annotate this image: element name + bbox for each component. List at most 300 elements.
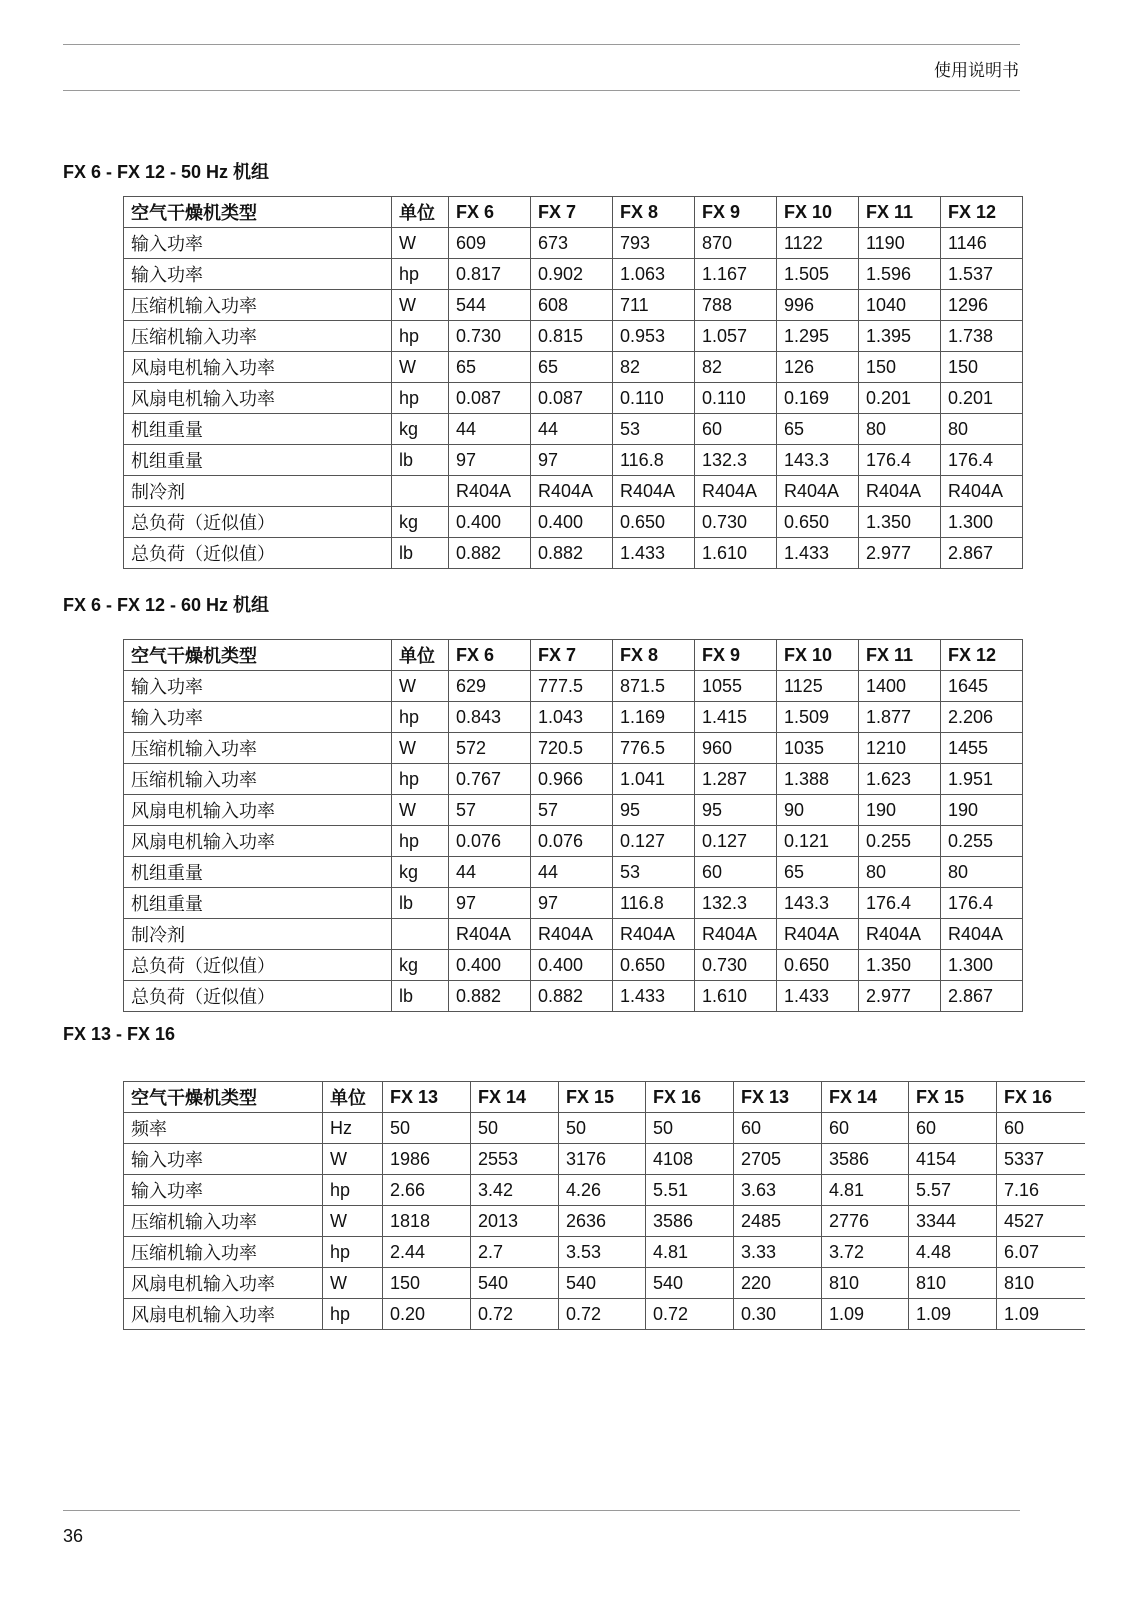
table-row	[124, 1144, 1085, 1175]
value-cell: 3344	[909, 1206, 997, 1237]
value-cell: 80	[941, 414, 1023, 445]
unit-cell: hp	[323, 1299, 383, 1330]
value-cell: 4527	[997, 1206, 1085, 1237]
value-cell: 1.300	[941, 507, 1023, 538]
value-cell: 4154	[909, 1144, 997, 1175]
value-cell: 60	[695, 857, 777, 888]
value-cell: 1.043	[531, 702, 613, 733]
value-cell: 57	[449, 795, 531, 826]
unit-cell: W	[392, 228, 449, 259]
value-cell: 2.66	[383, 1175, 471, 1206]
value-cell: 540	[471, 1268, 559, 1299]
column-header: FX 7	[531, 197, 613, 228]
spec-table-60hz	[123, 639, 1023, 1012]
table-row	[124, 414, 1023, 445]
value-cell: 1040	[859, 290, 941, 321]
unit-cell: hp	[392, 826, 449, 857]
column-header: FX 14	[471, 1082, 559, 1113]
value-cell: 1.169	[613, 702, 695, 733]
table-row	[124, 352, 1023, 383]
value-cell: 996	[777, 290, 859, 321]
value-cell: 0.72	[471, 1299, 559, 1330]
value-cell: 0.127	[613, 826, 695, 857]
value-cell: 0.076	[449, 826, 531, 857]
row-label: 风扇电机输入功率	[124, 352, 392, 383]
value-cell: 97	[449, 888, 531, 919]
row-label: 机组重量	[124, 414, 392, 445]
value-cell: 0.966	[531, 764, 613, 795]
value-cell: 95	[695, 795, 777, 826]
value-cell: 0.882	[449, 538, 531, 569]
row-label: 总负荷（近似值）	[124, 950, 392, 981]
value-cell: 65	[449, 352, 531, 383]
value-cell: R404A	[777, 919, 859, 950]
spec-table-fx13-fx16	[123, 1081, 1085, 1330]
value-cell: 50	[559, 1113, 646, 1144]
unit-cell: W	[392, 795, 449, 826]
value-cell: R404A	[941, 919, 1023, 950]
value-cell: 95	[613, 795, 695, 826]
value-cell: 960	[695, 733, 777, 764]
value-cell: 57	[531, 795, 613, 826]
value-cell: 1.287	[695, 764, 777, 795]
value-cell: 1.350	[859, 950, 941, 981]
value-cell: 1296	[941, 290, 1023, 321]
value-cell: 0.817	[449, 259, 531, 290]
value-cell: 4108	[646, 1144, 734, 1175]
value-cell: 97	[449, 445, 531, 476]
column-header: FX 8	[613, 197, 695, 228]
table-row	[124, 919, 1023, 950]
value-cell: 1.433	[613, 538, 695, 569]
row-label: 输入功率	[124, 1144, 323, 1175]
value-cell: 150	[859, 352, 941, 383]
row-label: 风扇电机输入功率	[124, 1268, 323, 1299]
unit-cell: hp	[392, 259, 449, 290]
value-cell: 0.110	[695, 383, 777, 414]
value-cell: 0.730	[695, 507, 777, 538]
value-cell: 4.81	[822, 1175, 909, 1206]
value-cell: 0.076	[531, 826, 613, 857]
value-cell: 810	[909, 1268, 997, 1299]
value-cell: 608	[531, 290, 613, 321]
table-row	[124, 383, 1023, 414]
table-header-row	[124, 1082, 1085, 1113]
column-header: FX 6	[449, 197, 531, 228]
value-cell: 3.33	[734, 1237, 822, 1268]
unit-cell: hp	[392, 702, 449, 733]
header-rule-bottom	[63, 90, 1020, 91]
value-cell: 176.4	[859, 445, 941, 476]
value-cell: 65	[777, 414, 859, 445]
row-label: 输入功率	[124, 671, 392, 702]
column-header: FX 13	[734, 1082, 822, 1113]
value-cell: 0.255	[859, 826, 941, 857]
table-row	[124, 538, 1023, 569]
value-cell: R404A	[695, 919, 777, 950]
value-cell: 1.388	[777, 764, 859, 795]
value-cell: 44	[531, 857, 613, 888]
value-cell: 132.3	[695, 445, 777, 476]
value-cell: 4.48	[909, 1237, 997, 1268]
value-cell: 793	[613, 228, 695, 259]
value-cell: 80	[859, 414, 941, 445]
value-cell: 2.867	[941, 981, 1023, 1012]
value-cell: 788	[695, 290, 777, 321]
value-cell: 1.300	[941, 950, 1023, 981]
value-cell: 97	[531, 888, 613, 919]
value-cell: 1.295	[777, 321, 859, 352]
value-cell: 3176	[559, 1144, 646, 1175]
row-label: 机组重量	[124, 445, 392, 476]
row-label: 风扇电机输入功率	[124, 383, 392, 414]
unit-cell	[392, 919, 449, 950]
value-cell: 60	[909, 1113, 997, 1144]
column-header: FX 10	[777, 197, 859, 228]
value-cell: 1.433	[777, 538, 859, 569]
table-row	[124, 950, 1023, 981]
value-cell: R404A	[695, 476, 777, 507]
value-cell: 1.395	[859, 321, 941, 352]
section-title-50hz: FX 6 - FX 12 - 50 Hz 机组	[63, 162, 270, 182]
row-label: 压缩机输入功率	[124, 290, 392, 321]
table-row	[124, 476, 1023, 507]
table-row	[124, 1237, 1085, 1268]
value-cell: 44	[449, 414, 531, 445]
value-cell: 0.650	[613, 950, 695, 981]
value-cell: 0.087	[531, 383, 613, 414]
value-cell: 44	[449, 857, 531, 888]
value-cell: R404A	[449, 476, 531, 507]
value-cell: 7.16	[997, 1175, 1085, 1206]
column-header: 单位	[323, 1082, 383, 1113]
value-cell: 132.3	[695, 888, 777, 919]
value-cell: 0.400	[449, 507, 531, 538]
value-cell: 6.07	[997, 1237, 1085, 1268]
row-label: 压缩机输入功率	[124, 733, 392, 764]
value-cell: 4.26	[559, 1175, 646, 1206]
unit-cell: kg	[392, 950, 449, 981]
column-header: FX 9	[695, 640, 777, 671]
value-cell: 5.57	[909, 1175, 997, 1206]
column-header: FX 16	[997, 1082, 1085, 1113]
value-cell: 871.5	[613, 671, 695, 702]
value-cell: 2705	[734, 1144, 822, 1175]
value-cell: 3.72	[822, 1237, 909, 1268]
table-row	[124, 981, 1023, 1012]
unit-cell: W	[392, 733, 449, 764]
value-cell: 1645	[941, 671, 1023, 702]
column-header: FX 9	[695, 197, 777, 228]
value-cell: 90	[777, 795, 859, 826]
value-cell: 540	[646, 1268, 734, 1299]
value-cell: 44	[531, 414, 613, 445]
value-cell: 3.53	[559, 1237, 646, 1268]
row-label: 输入功率	[124, 702, 392, 733]
footer-rule	[63, 1510, 1020, 1511]
table-row	[124, 1299, 1085, 1330]
unit-cell: W	[323, 1268, 383, 1299]
value-cell: 1.415	[695, 702, 777, 733]
table-row	[124, 290, 1023, 321]
value-cell: 673	[531, 228, 613, 259]
column-header: FX 15	[909, 1082, 997, 1113]
row-label: 总负荷（近似值）	[124, 507, 392, 538]
table-row	[124, 671, 1023, 702]
header-rule-top	[63, 44, 1020, 45]
value-cell: 1.505	[777, 259, 859, 290]
unit-cell: lb	[392, 445, 449, 476]
value-cell: 1210	[859, 733, 941, 764]
unit-cell: W	[392, 352, 449, 383]
value-cell: 53	[613, 414, 695, 445]
value-cell: 150	[941, 352, 1023, 383]
value-cell: 2.206	[941, 702, 1023, 733]
section-title-60hz: FX 6 - FX 12 - 60 Hz 机组	[63, 595, 270, 615]
section-title-fx13-fx16: FX 13 - FX 16	[63, 1024, 176, 1044]
value-cell: 1035	[777, 733, 859, 764]
value-cell: 1146	[941, 228, 1023, 259]
value-cell: 0.650	[777, 507, 859, 538]
value-cell: 2.977	[859, 981, 941, 1012]
value-cell: R404A	[859, 476, 941, 507]
row-label: 输入功率	[124, 259, 392, 290]
row-label: 压缩机输入功率	[124, 764, 392, 795]
table-header-row	[124, 640, 1023, 671]
value-cell: 1400	[859, 671, 941, 702]
value-cell: 1.433	[613, 981, 695, 1012]
value-cell: 2013	[471, 1206, 559, 1237]
value-cell: 777.5	[531, 671, 613, 702]
row-label: 总负荷（近似值）	[124, 538, 392, 569]
value-cell: 1.063	[613, 259, 695, 290]
value-cell: 176.4	[941, 445, 1023, 476]
row-label: 输入功率	[124, 228, 392, 259]
value-cell: 0.882	[531, 981, 613, 1012]
value-cell: 0.843	[449, 702, 531, 733]
value-cell: R404A	[613, 476, 695, 507]
value-cell: 776.5	[613, 733, 695, 764]
value-cell: 2.977	[859, 538, 941, 569]
value-cell: 1.610	[695, 538, 777, 569]
value-cell: 0.127	[695, 826, 777, 857]
value-cell: 0.20	[383, 1299, 471, 1330]
value-cell: 1.610	[695, 981, 777, 1012]
value-cell: 3586	[646, 1206, 734, 1237]
value-cell: 176.4	[941, 888, 1023, 919]
value-cell: 60	[734, 1113, 822, 1144]
value-cell: 1.350	[859, 507, 941, 538]
column-header: FX 7	[531, 640, 613, 671]
unit-cell: hp	[323, 1175, 383, 1206]
table-row	[124, 733, 1023, 764]
table-row	[124, 1175, 1085, 1206]
value-cell: 97	[531, 445, 613, 476]
value-cell: 0.201	[859, 383, 941, 414]
table-row	[124, 259, 1023, 290]
value-cell: 1.167	[695, 259, 777, 290]
value-cell: 572	[449, 733, 531, 764]
value-cell: 0.650	[777, 950, 859, 981]
value-cell: 190	[941, 795, 1023, 826]
unit-cell: W	[323, 1144, 383, 1175]
unit-cell: lb	[392, 981, 449, 1012]
value-cell: 711	[613, 290, 695, 321]
value-cell: 5337	[997, 1144, 1085, 1175]
column-header: FX 12	[941, 197, 1023, 228]
value-cell: 1125	[777, 671, 859, 702]
value-cell: 0.72	[559, 1299, 646, 1330]
row-label: 制冷剂	[124, 919, 392, 950]
unit-cell: W	[323, 1206, 383, 1237]
value-cell: 1.537	[941, 259, 1023, 290]
column-header: FX 16	[646, 1082, 734, 1113]
row-label: 机组重量	[124, 888, 392, 919]
value-cell: 1.596	[859, 259, 941, 290]
value-cell: 1.041	[613, 764, 695, 795]
value-cell: 126	[777, 352, 859, 383]
row-label: 压缩机输入功率	[124, 321, 392, 352]
column-header: FX 13	[383, 1082, 471, 1113]
value-cell: 0.730	[449, 321, 531, 352]
table-row	[124, 1113, 1085, 1144]
unit-cell: Hz	[323, 1113, 383, 1144]
table-row	[124, 321, 1023, 352]
value-cell: 0.255	[941, 826, 1023, 857]
value-cell: 3586	[822, 1144, 909, 1175]
value-cell: 1818	[383, 1206, 471, 1237]
value-cell: 150	[383, 1268, 471, 1299]
value-cell: 0.72	[646, 1299, 734, 1330]
value-cell: 80	[859, 857, 941, 888]
value-cell: 0.121	[777, 826, 859, 857]
value-cell: 3.63	[734, 1175, 822, 1206]
row-label: 制冷剂	[124, 476, 392, 507]
table-row	[124, 445, 1023, 476]
value-cell: 50	[383, 1113, 471, 1144]
value-cell: 176.4	[859, 888, 941, 919]
value-cell: R404A	[777, 476, 859, 507]
value-cell: 0.882	[531, 538, 613, 569]
value-cell: 2.44	[383, 1237, 471, 1268]
value-cell: 1.09	[822, 1299, 909, 1330]
value-cell: 65	[531, 352, 613, 383]
value-cell: 116.8	[613, 445, 695, 476]
value-cell: 0.087	[449, 383, 531, 414]
table-row	[124, 888, 1023, 919]
value-cell: 1.623	[859, 764, 941, 795]
value-cell: 0.882	[449, 981, 531, 1012]
unit-cell: lb	[392, 538, 449, 569]
value-cell: 540	[559, 1268, 646, 1299]
value-cell: 1455	[941, 733, 1023, 764]
table-row	[124, 507, 1023, 538]
value-cell: 0.110	[613, 383, 695, 414]
value-cell: 629	[449, 671, 531, 702]
value-cell: 143.3	[777, 445, 859, 476]
unit-cell: hp	[323, 1237, 383, 1268]
unit-cell: hp	[392, 383, 449, 414]
value-cell: 810	[997, 1268, 1085, 1299]
unit-cell: kg	[392, 857, 449, 888]
row-label: 输入功率	[124, 1175, 323, 1206]
value-cell: R404A	[859, 919, 941, 950]
table-row	[124, 702, 1023, 733]
value-cell: 60	[695, 414, 777, 445]
table-row	[124, 228, 1023, 259]
column-header: FX 14	[822, 1082, 909, 1113]
value-cell: 0.902	[531, 259, 613, 290]
row-label: 频率	[124, 1113, 323, 1144]
value-cell: 0.169	[777, 383, 859, 414]
table-row	[124, 1268, 1085, 1299]
value-cell: 80	[941, 857, 1023, 888]
row-label: 风扇电机输入功率	[124, 1299, 323, 1330]
value-cell: R404A	[449, 919, 531, 950]
value-cell: 2553	[471, 1144, 559, 1175]
value-cell: 1.509	[777, 702, 859, 733]
table-row	[124, 826, 1023, 857]
value-cell: R404A	[531, 476, 613, 507]
table-row	[124, 1206, 1085, 1237]
value-cell: 2.867	[941, 538, 1023, 569]
value-cell: 82	[695, 352, 777, 383]
value-cell: 60	[822, 1113, 909, 1144]
value-cell: 2.7	[471, 1237, 559, 1268]
row-label: 风扇电机输入功率	[124, 795, 392, 826]
value-cell: R404A	[531, 919, 613, 950]
row-label: 风扇电机输入功率	[124, 826, 392, 857]
value-cell: 1.057	[695, 321, 777, 352]
value-cell: 609	[449, 228, 531, 259]
unit-cell: W	[392, 671, 449, 702]
table-row	[124, 764, 1023, 795]
value-cell: 5.51	[646, 1175, 734, 1206]
value-cell: 50	[646, 1113, 734, 1144]
value-cell: 0.767	[449, 764, 531, 795]
column-header: FX 15	[559, 1082, 646, 1113]
value-cell: 50	[471, 1113, 559, 1144]
value-cell: 53	[613, 857, 695, 888]
value-cell: 0.201	[941, 383, 1023, 414]
value-cell: 1.433	[777, 981, 859, 1012]
unit-cell: hp	[392, 764, 449, 795]
value-cell: 143.3	[777, 888, 859, 919]
column-header: FX 11	[859, 640, 941, 671]
document-header-title: 使用说明书	[934, 61, 1019, 80]
value-cell: 810	[822, 1268, 909, 1299]
value-cell: 1.951	[941, 764, 1023, 795]
value-cell: R404A	[941, 476, 1023, 507]
value-cell: 1.09	[909, 1299, 997, 1330]
value-cell: 870	[695, 228, 777, 259]
value-cell: 60	[997, 1113, 1085, 1144]
value-cell: 1055	[695, 671, 777, 702]
column-header: FX 10	[777, 640, 859, 671]
column-header: 单位	[392, 640, 449, 671]
row-label: 压缩机输入功率	[124, 1206, 323, 1237]
value-cell: 544	[449, 290, 531, 321]
column-header: FX 6	[449, 640, 531, 671]
spec-table-50hz	[123, 196, 1023, 569]
unit-cell	[392, 476, 449, 507]
value-cell: 190	[859, 795, 941, 826]
row-label: 总负荷（近似值）	[124, 981, 392, 1012]
value-cell: 0.650	[613, 507, 695, 538]
value-cell: 720.5	[531, 733, 613, 764]
value-cell: 1122	[777, 228, 859, 259]
value-cell: 2636	[559, 1206, 646, 1237]
